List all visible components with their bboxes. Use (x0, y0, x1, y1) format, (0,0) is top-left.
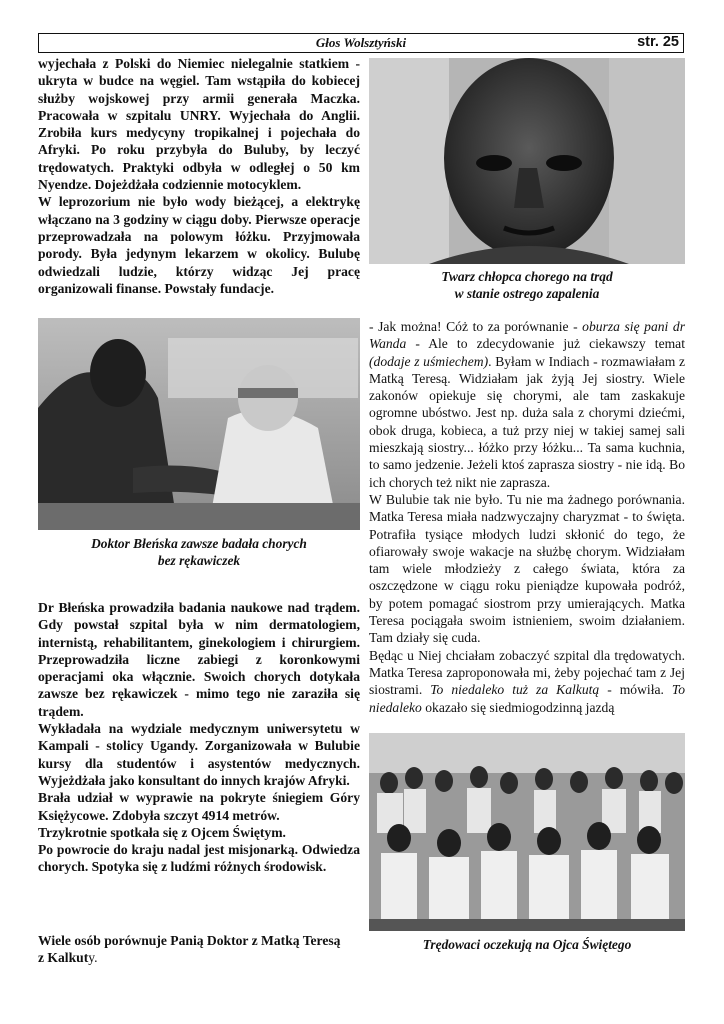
photo-boy-leprosy (369, 58, 685, 264)
page-number: str. 25 (637, 34, 679, 50)
caption-line: Trędowaci oczekują na Ojca Świętego (422, 937, 632, 952)
left-top-text (38, 55, 360, 297)
paragraph: Wykładała na wydziale medycznym uniwersytetu w Kampali - stolicy Ugandy. Zorganizowała w Bulubie kursy dla studentów i asystentów medycznych. Wyjeżdżała jako konsultant do innych krajów Afryki. (38, 721, 360, 788)
left-last-text (38, 932, 360, 967)
text-italic: To niedaleko (369, 682, 686, 715)
page-header (38, 33, 684, 53)
text-run: Będąc u Niej chciałam zobaczyć szpital dla trędowatych. Matka Teresa zaproponowała mi, żeby pojechać tam z Jej siostrami. (369, 647, 685, 698)
paragraph: wyjechała z Polski do Niemiec nielegalnie statkiem - ukryta w budce na węgiel. Tam wstąpiła do kobiecej służby wojskowej przy armii generała Maczka. Pracowała w szpitalu UNRY. Wyjechała do Anglii. Zrobiła kurs medycyny tropikalnej i pojechała do Afryki. Po roku przybyła do Buluby, by leczyć trędowatych. Praktyki odbyła w odległej o 50 km Nyendze. Dojeżdżała codziennie motocyklem. (38, 56, 360, 193)
text-run: . Byłam w Indiach - rozmawiałam z Matką Teresą. Widziałam jak żyją Jej siostry. Wiele zakonów opiekuje się chorymi, ale tam zaskakuje ogromne ubóstwo. Jest np. duża sala z chorymi dziećmi, obok druga, kobieca, a tuż przy niej w takiej samej sali mieszkają siostry... łóżko przy łóżku... Ta sama kuchnia, to samo jedzenie. Jeżeli ktoś zaprasza siostry - nie idą. Bo ich chorych też nikt nie zaprasza. (369, 353, 685, 490)
caption-line: Twarz chłopca chorego na trąd (441, 269, 613, 284)
caption-line: Doktor Błeńska zawsze badała chorych (91, 536, 307, 551)
photo-crowd-caption (369, 936, 685, 953)
text-run: - Ale to zdecydowanie już ciekawszy temat (406, 336, 685, 352)
caption-line: bez rękawiczek (157, 553, 241, 568)
text-italic: To niedaleko tuż za Kalkutą (430, 682, 600, 698)
paragraph (369, 318, 685, 491)
text-run: okazało się siedmiogodzinną jazdą (421, 699, 615, 715)
text-run: - mówiła. (599, 682, 672, 698)
paragraph: W leprozorium nie było wody bieżącej, a elektrykę włączano na 3 godziny w ciągu doby. Pierwsze operacje przeprowadzała na polowym łóżku. Przyjmowała porody. Była jedynym lekarzem w okolicy. Bulubę odwiedzali ludzie, którzy widząc Jej pracę organizowali finanse. Powstały fundacje. (38, 194, 360, 296)
right-text (369, 318, 685, 716)
text-tail: y. (88, 950, 98, 966)
text-bold: z Kalkut (38, 950, 89, 966)
text-italic: (dodaje z uśmiechem) (369, 353, 489, 369)
photo-lepers-waiting (369, 733, 685, 931)
text-run: - Jak można! Cóż to za porównanie - (369, 319, 583, 334)
photo-doctor-caption (38, 535, 360, 569)
paragraph: Po powrocie do kraju nadal jest misjonarką. Odwiedza chorych. Spotyka się z ludźmi różnych środowisk. (38, 842, 360, 875)
paragraph (369, 647, 685, 716)
text-line: Wiele osób porównuje Panią Doktor z Matką Teresą (38, 933, 341, 948)
caption-line: w stanie ostrego zapalenia (454, 286, 600, 301)
left-bottom-text (38, 599, 360, 876)
text-line (38, 949, 360, 966)
paragraph: Brała udział w wyprawie na pokryte śniegiem Góry Księżycowe. Zdobyła szczyt 4914 metrów. (38, 790, 360, 823)
paragraph: Trzykrotnie spotkała się z Ojcem Świętym. (38, 824, 286, 840)
paragraph: W Bulubie tak nie było. Tu nie ma żadnego porównania. Matka Teresa miała nadzwyczajny charyzmat - to święta. Potrafiła tysiące młodych ludzi skłonić do tego, że ofiarowały swoje wakacje na służbę chorym. Widziałam tam wiele młodzieży z całego świata, która za oszczędzone w ciągu roku pieniądze kupowała podróż, by potem pomagać siostrom przy umierających. Matka Teresa pociągała swoim istnieniem, swoim działaniem. Tam działy się cuda. (369, 491, 685, 646)
paragraph: Dr Błeńska prowadziła badania naukowe nad trądem. Gdy powstał szpital była w nim dermatologiem, internistą, rehabilitantem, ginekologiem i chirurgiem. Przeprowadziła liczne zabiegi z koronkowymi operacjami oka włącznie. Swoich chorych dotykała zawsze bez rękawiczek - mimo tego nie zaraziła się trądem. (38, 600, 360, 719)
photo-doctor-examining (38, 318, 360, 530)
photo-boy-caption (369, 268, 685, 302)
newspaper-title: Głos Wolsztyński (315, 35, 407, 50)
text-italic: oburza się pani dr Wanda (369, 319, 685, 352)
